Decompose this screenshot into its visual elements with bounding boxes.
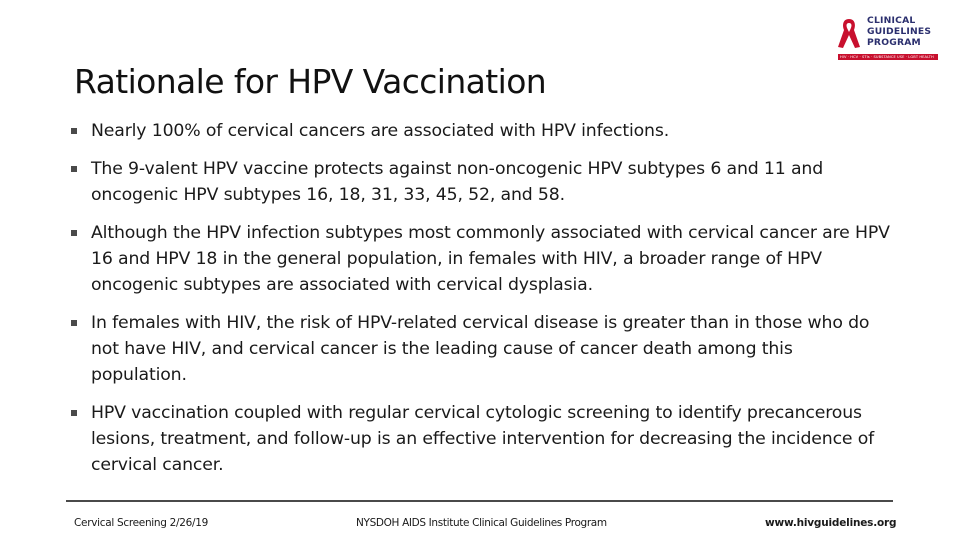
- footer-program-label: NYSDOH AIDS Institute Clinical Guidelines Program: [356, 517, 607, 529]
- bullet-text: In females with HIV, the risk of HPV-related cervical disease is greater than in those who do not have HIV, and cervical cancer is the leading cause of cancer death among this population.: [91, 313, 870, 385]
- logo-line-2: GUIDELINES: [867, 26, 932, 37]
- square-bullet-icon: [71, 166, 77, 172]
- square-bullet-icon: [71, 128, 77, 134]
- logo-tagline: HIV · HCV · STIs · SUBSTANCE USE · LGBT HEALTH: [838, 54, 938, 60]
- bullet-item: [70, 156, 890, 208]
- bullet-text: The 9-valent HPV vaccine protects against non-oncogenic HPV subtypes 6 and 11 and oncogenic HPV subtypes 16, 18, 31, 33, 45, 52, and 58.: [91, 159, 824, 205]
- bullet-item: [70, 400, 890, 478]
- square-bullet-icon: [71, 230, 77, 236]
- page-title: Rationale for HPV Vaccination: [74, 62, 547, 101]
- bullet-text: HPV vaccination coupled with regular cervical cytologic screening to identify precancerous lesions, treatment, and follow-up is an effective intervention for decreasing the incidence of cervical cancer.: [91, 403, 875, 475]
- bullet-item: [70, 310, 890, 388]
- footer-divider: [66, 500, 893, 502]
- clinical-guidelines-logo: [834, 14, 938, 60]
- red-ribbon-icon: [834, 14, 864, 54]
- logo-line-3: PROGRAM: [867, 37, 921, 48]
- square-bullet-icon: [71, 410, 77, 416]
- square-bullet-icon: [71, 320, 77, 326]
- logo-line-1: CLINICAL: [867, 15, 916, 26]
- footer-website-link[interactable]: www.hivguidelines.org: [765, 517, 897, 529]
- bullet-text: Although the HPV infection subtypes most commonly associated with cervical cancer are HPV 16 and HPV 18 in the general population, in females with HIV, a broader range of HPV oncogenic subtypes are associated with cervical dysplasia.: [91, 223, 890, 295]
- logo-text: [867, 15, 939, 48]
- bullet-text: Nearly 100% of cervical cancers are associated with HPV infections.: [91, 121, 670, 141]
- bullet-item: [70, 118, 890, 144]
- bullet-list: [70, 118, 890, 490]
- footer-date-label: Cervical Screening 2/26/19: [74, 517, 209, 529]
- bullet-item: [70, 220, 890, 298]
